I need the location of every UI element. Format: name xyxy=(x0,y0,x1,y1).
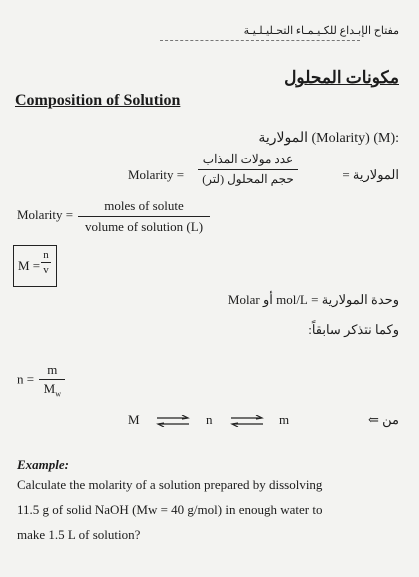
boxed-formula-numerator: n xyxy=(43,249,49,261)
formula-arabic-lhs-english: Molarity = xyxy=(128,167,185,182)
formula-english-denominator: volume of solution (L) xyxy=(84,219,204,234)
formula-english-lhs: Molarity = xyxy=(17,207,74,222)
example-text xyxy=(17,472,367,547)
conversion-prefix: من ⇐ xyxy=(367,412,399,427)
conversion-item-m: m xyxy=(279,412,290,427)
boxed-formula xyxy=(13,245,57,287)
conversion-item-M: M xyxy=(128,412,140,427)
molarity-unit-line: وحدة المولارية = mol/L أو Molar xyxy=(227,292,399,307)
formula-arabic-numerator: عدد مولات المذاب xyxy=(202,152,294,166)
formula-english-fraction xyxy=(78,198,210,235)
fraction-bar xyxy=(41,262,51,263)
fraction-bar xyxy=(78,216,210,217)
formula-arabic-denominator: حجم المحلول (لتر) xyxy=(202,172,294,186)
mole-formula-denominator: M xyxy=(43,381,56,396)
equilibrium-arrows-icon xyxy=(229,415,265,427)
boxed-formula-fraction xyxy=(41,249,51,276)
formula-arabic-fraction xyxy=(198,152,298,187)
conversion-item-n: n xyxy=(206,412,213,427)
mole-formula-fraction xyxy=(39,362,65,399)
header-title: مفتاح الإبـداع للكـيـمـاء التحـليـلـيـة xyxy=(243,25,399,37)
mole-formula-lhs: n = xyxy=(17,371,35,387)
boxed-formula-lhs: M = xyxy=(18,258,41,273)
remember-line: وكما نتذكر سابقاً: xyxy=(308,322,399,337)
molarity-definition-title: :(M) (Molarity) المولارية xyxy=(258,131,399,146)
mole-formula-numerator: m xyxy=(47,362,58,377)
example-line: 11.5 g of solid NaOH (Mw = 40 g/mol) in enough water to xyxy=(17,502,323,517)
example-line: make 1.5 L of solution? xyxy=(17,527,141,542)
fraction-bar xyxy=(39,379,65,380)
example-label: Example: xyxy=(17,457,69,472)
section-title-english: Composition of Solution xyxy=(15,92,181,109)
header-rule xyxy=(160,40,360,41)
section-title-arabic: مكونات المحلول xyxy=(284,68,399,87)
equilibrium-arrows-icon xyxy=(155,415,191,427)
conversion-row xyxy=(0,410,419,430)
mole-formula-subscript: w xyxy=(55,389,62,399)
formula-arabic-lhs: المولارية = xyxy=(342,167,399,182)
example-line: Calculate the molarity of a solution prepared by dissolving xyxy=(17,477,323,492)
boxed-formula-denominator: v xyxy=(43,264,49,276)
formula-english-numerator: moles of solute xyxy=(104,198,184,213)
mole-formula xyxy=(17,362,65,399)
